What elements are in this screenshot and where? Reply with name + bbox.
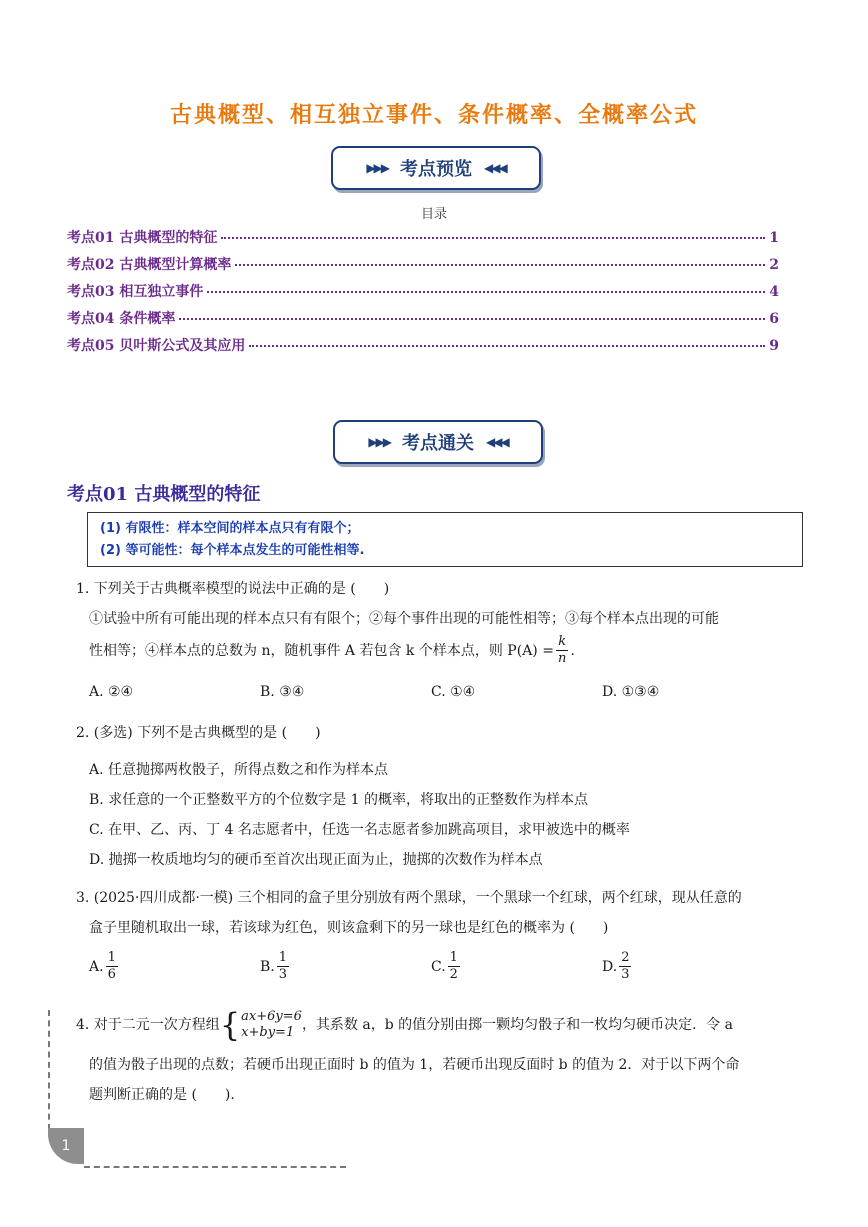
preview-banner	[331, 146, 541, 190]
fraction-denominator: 3	[621, 967, 630, 982]
toc-leader-dots	[249, 345, 765, 347]
fraction-numerator: k	[558, 634, 567, 649]
left-arrows-icon: ◀◀◀	[484, 161, 506, 175]
fraction-numerator: 1	[278, 950, 288, 965]
q1-option-a[interactable]: A. ②④	[89, 684, 134, 700]
toc-item-label: 考点03 相互独立事件	[67, 284, 204, 300]
q1-option-b[interactable]: B. ③④	[260, 684, 305, 700]
q2-option-b[interactable]: B. 求任意的一个正整数平方的个位数字是 1 的概率，将取出的正整数作为样本点	[89, 792, 588, 808]
right-arrows-icon: ▶▶▶	[368, 435, 390, 449]
q3-option-b[interactable]	[260, 950, 291, 983]
q2-stem: 2. (多选) 下列不是古典概型的是 ( )	[76, 725, 321, 741]
q3-option-d[interactable]	[602, 950, 633, 983]
toc-item-page: 4	[769, 284, 779, 300]
toc-leader-dots	[235, 264, 765, 266]
fraction-numerator: 1	[449, 950, 458, 965]
footer-dashed-line	[84, 1166, 346, 1168]
q1-line3-end: .	[570, 642, 575, 659]
practice-banner-label: 考点通关	[402, 433, 474, 454]
fraction-denominator: 2	[449, 967, 458, 982]
fraction	[619, 950, 631, 983]
fraction	[448, 950, 460, 983]
fraction-denominator: 6	[107, 967, 116, 982]
key-point-1: (1) 有限性：样本空间的样本点只有有限个；	[100, 521, 360, 536]
toc-item-page: 9	[769, 338, 779, 354]
fraction-denominator: 3	[278, 967, 288, 982]
toc-item-label: 考点05 贝叶斯公式及其应用	[67, 338, 246, 354]
key-points-box	[87, 512, 803, 567]
section-heading: 考点01 古典概型的特征	[67, 484, 261, 505]
q4-line1-pre: 4. 对于二元一次方程组	[76, 1017, 220, 1033]
q1-line3	[89, 634, 575, 667]
q2-option-d[interactable]: D. 抛掷一枚质地均匀的硬币至首次出现正面为止，抛掷的次数作为样本点	[89, 852, 543, 868]
option-letter: A.	[89, 958, 104, 975]
preview-banner-label: 考点预览	[400, 159, 472, 180]
toc-item-page: 1	[769, 230, 779, 246]
toc-leader-dots	[207, 291, 765, 293]
q1-stem: 1. 下列关于古典概率模型的说法中正确的是 ( )	[76, 581, 390, 597]
q4-line3: 题判断正确的是 ( ).	[89, 1087, 235, 1103]
fraction	[556, 634, 568, 667]
q1-option-d[interactable]: D. ①③④	[602, 684, 660, 700]
toc-item[interactable]	[67, 227, 779, 249]
equation-1: ax+6y=6	[241, 1009, 302, 1024]
key-point-2: (2) 等可能性：每个样本点发生的可能性相等.	[100, 543, 365, 558]
page-number: 1	[48, 1128, 84, 1164]
option-letter: B.	[260, 958, 275, 975]
toc-item[interactable]	[67, 335, 779, 357]
toc-item-label: 考点02 古典概型计算概率	[67, 257, 232, 273]
q1-line2: ①试验中所有可能出现的样本点只有有限个；②每个事件出现的可能性相等；③每个样本点出现的可能	[89, 611, 719, 627]
option-letter: D.	[602, 958, 618, 975]
q3-option-c[interactable]	[431, 950, 462, 983]
q4-line2: 的值为骰子出现的点数；若硬币出现正面时 b 的值为 1，若硬币出现反面时 b 的值为 2．对于以下两个命	[89, 1057, 740, 1073]
option-letter: C.	[431, 958, 446, 975]
brace-icon: {	[219, 1006, 241, 1044]
right-arrows-icon: ▶▶▶	[366, 161, 388, 175]
toc-item[interactable]	[67, 308, 779, 330]
q1-option-c[interactable]: C. ①④	[431, 684, 476, 700]
toc-item-page: 2	[769, 257, 779, 273]
footer-dashed-line	[48, 1010, 50, 1130]
fraction-denominator: n	[557, 651, 567, 666]
toc-item[interactable]	[67, 281, 779, 303]
toc-heading: 目录	[420, 207, 447, 222]
fraction	[106, 950, 118, 983]
practice-banner	[333, 420, 543, 464]
q1-line3-text: 性相等；④样本点的总数为 n，随机事件 A 若包含 k 个样本点，则 P(A) =	[89, 642, 554, 659]
toc-item-page: 6	[769, 311, 779, 327]
toc-item[interactable]	[67, 254, 779, 276]
q2-option-c[interactable]: C. 在甲、乙、丙、丁 4 名志愿者中，任选一名志愿者参加跳高项目，求甲被选中的概率	[89, 822, 630, 838]
fraction	[277, 950, 289, 983]
toc-leader-dots	[179, 318, 765, 320]
document-title: 古典概型、相互独立事件、条件概率、全概率公式	[169, 103, 698, 128]
equation-system	[219, 1006, 302, 1044]
q4-line1	[76, 1006, 733, 1044]
fraction-numerator: 1	[107, 950, 116, 965]
q3-line2: 盒子里随机取出一球，若该球为红色，则该盒剩下的另一球也是红色的概率为 ( )	[89, 920, 609, 936]
toc-leader-dots	[221, 237, 765, 239]
q3-option-a[interactable]	[89, 950, 120, 983]
equation-2: x+by=1	[241, 1025, 295, 1040]
toc-item-label: 考点04 条件概率	[67, 311, 176, 327]
toc-item-label: 考点01 古典概型的特征	[67, 230, 218, 246]
fraction-numerator: 2	[621, 950, 630, 965]
q3-line1: 3. (2025·四川成都·一模) 三个相同的盒子里分别放有两个黑球，一个黑球一个红球，两个红球，现从任意的	[76, 890, 742, 906]
left-arrows-icon: ◀◀◀	[486, 435, 508, 449]
q4-line1-post: ，其系数 a，b 的值分别由掷一颗均匀骰子和一枚均匀硬币决定．令 a	[301, 1017, 733, 1033]
q2-option-a[interactable]: A. 任意抛掷两枚骰子，所得点数之和作为样本点	[89, 762, 389, 778]
